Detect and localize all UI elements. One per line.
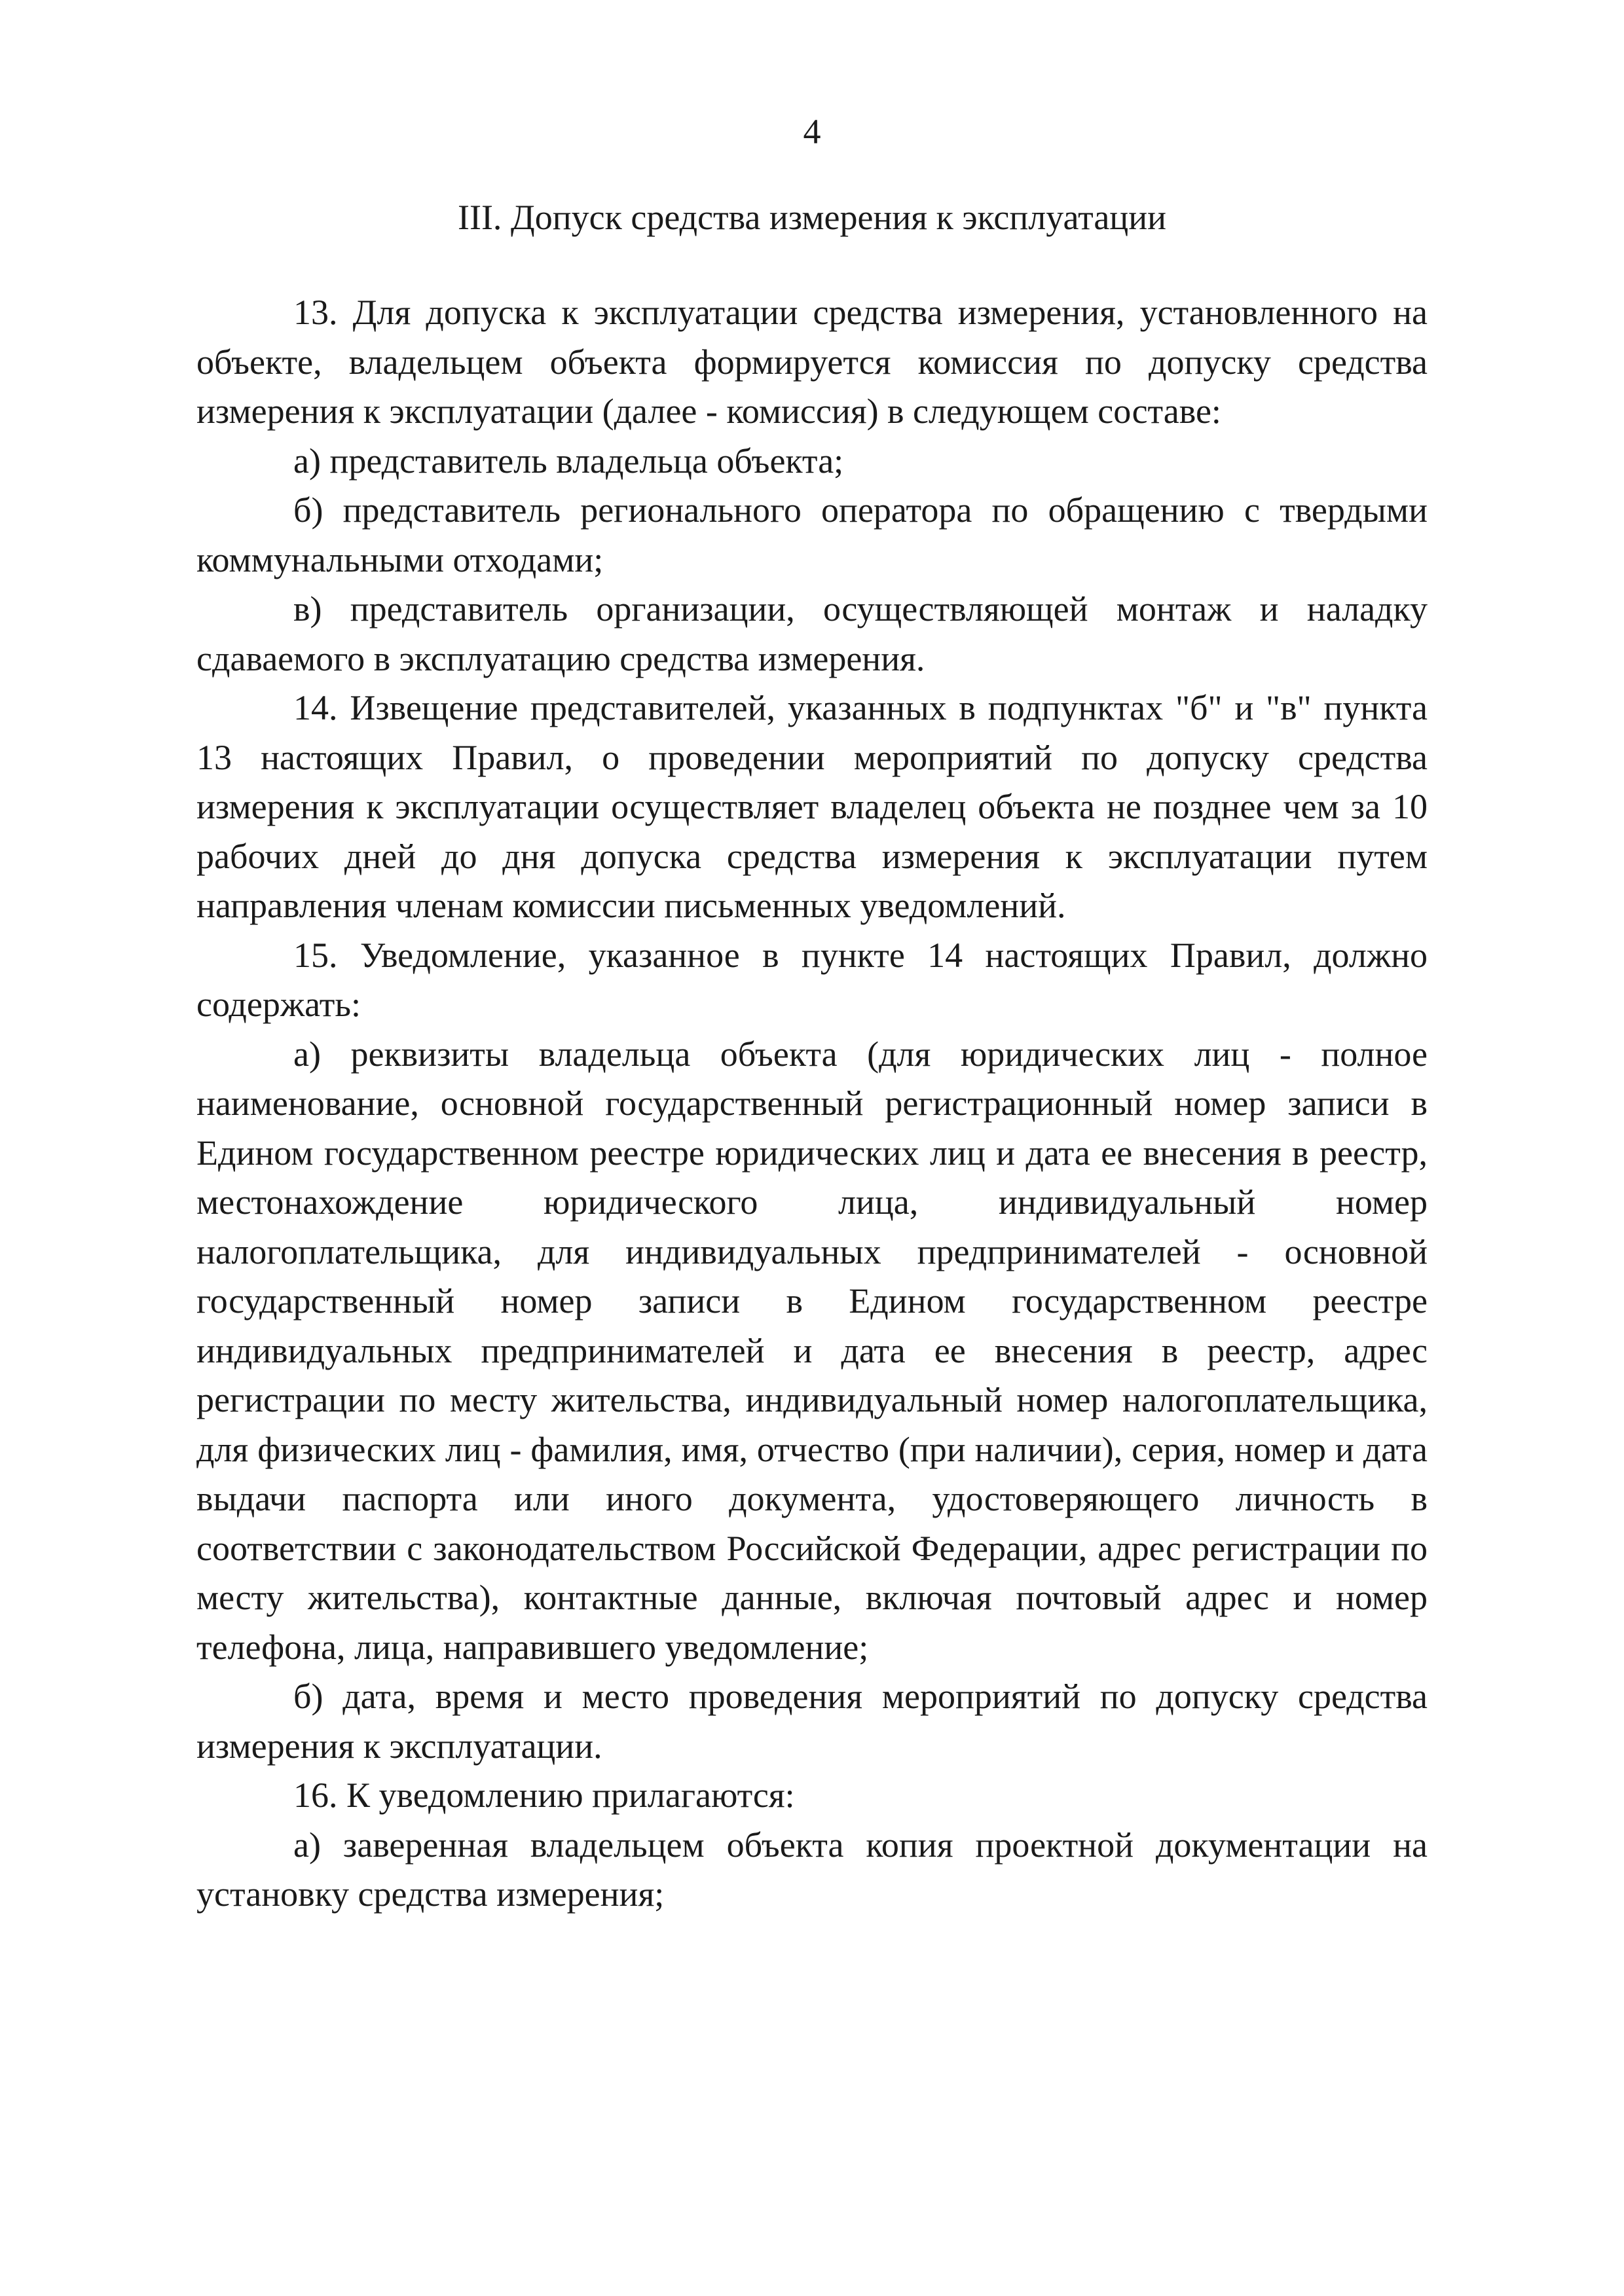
paragraph-15-a: а) реквизиты владельца объекта (для юридических лиц - полное наименование, основной государственный регистрационный номер записи в Едином государственном реестре юридических лиц и дата ее внесения в реестр, местонахождение юридического лица, индивидуальный номер налогоплательщика, для индивидуальных предпринимателей - основной государственный номер записи в Едином государственном реестре индивидуальных предпринимателей и дата ее внесения в реестр, адрес регистрации по месту жительства, индивидуальный номер налогоплательщика, для физических лиц - фамилия, имя, отчество (при наличии), серия, номер и дата выдачи паспорта или иного документа, удостоверяющего личность в соответствии с законодательством Российской Федерации, адрес регистрации по месту жительства), контактные данные, включая почтовый адрес и номер телефона, лица, направившего уведомление; xyxy=(196,1034,1428,1667)
paragraph-13-a: а) представитель владельца объекта; xyxy=(293,441,844,481)
section-title: III. Допуск средства измерения к эксплуатации xyxy=(457,198,1166,237)
paragraph-14: 14. Извещение представителей, указанных в подпунктах "б" и "в" пункта 13 настоящих Правил, о проведении мероприятий по допуску средства измерения к эксплуатации осуществляет владелец объекта не позднее чем за 10 рабочих дней до дня допуска средства измерения к эксплуатации путем направления членам комиссии письменных уведомлений. xyxy=(196,688,1428,925)
paragraph-15-b: б) дата, время и место проведения мероприятий по допуску средства измерения к эксплуатации. xyxy=(196,1677,1428,1766)
paragraph-16-a: а) заверенная владельцем объекта копия проектной документации на установку средства измерения; xyxy=(196,1825,1428,1914)
paragraph-13: 13. Для допуска к эксплуатации средства измерения, установленного на объекте, владельцем объекта формируется комиссия по допуску средства измерения к эксплуатации (далее - комиссия) в следующем составе: xyxy=(196,293,1428,431)
paragraph-15: 15. Уведомление, указанное в пункте 14 настоящих Правил, должно содержать: xyxy=(196,935,1428,1024)
paragraph-13-b: б) представитель регионального оператора по обращению с твердыми коммунальными отходами; xyxy=(196,490,1428,579)
document-body xyxy=(196,288,1428,1920)
paragraph-13-v: в) представитель организации, осуществляющей монтаж и наладку сдаваемого в эксплуатацию средства измерения. xyxy=(196,589,1428,678)
paragraph-16: 16. К уведомлению прилагаются: xyxy=(293,1776,795,1815)
page-number: 4 xyxy=(803,112,821,151)
